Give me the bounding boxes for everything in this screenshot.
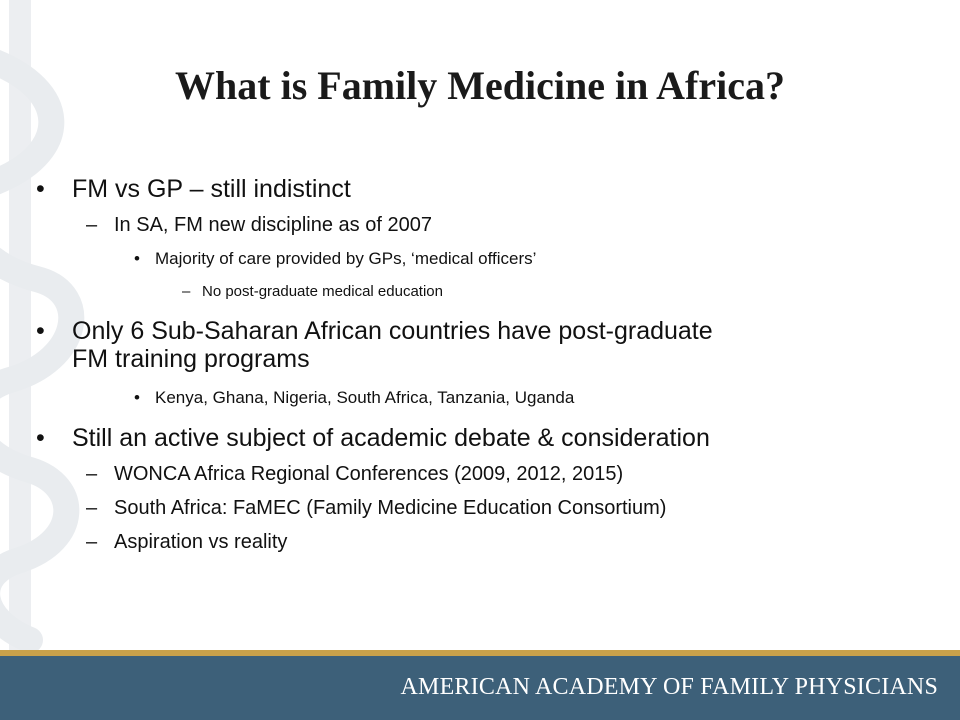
bullet-marker: – — [86, 214, 98, 236]
bullet-marker: • — [134, 388, 140, 407]
bullet-marker: – — [182, 283, 191, 300]
bullet-marker: • — [36, 424, 45, 452]
bullet-marker: • — [36, 175, 45, 203]
bullet-text-continuation: FM training programs — [72, 345, 310, 373]
slide-title: What is Family Medicine in Africa? — [175, 63, 785, 108]
bullet-text: FM vs GP – still indistinct — [72, 175, 351, 203]
bullet-text: Still an active subject of academic debate & consideration — [72, 424, 710, 452]
bullet-text: South Africa: FaMEC (Family Medicine Education Consortium) — [114, 497, 667, 519]
bullet-text: Only 6 Sub-Saharan African countries have post-graduate — [72, 317, 713, 345]
bullet-marker: – — [86, 463, 98, 485]
bullet-text: In SA, FM new discipline as of 2007 — [114, 214, 432, 236]
bullet-marker: • — [36, 317, 45, 345]
bullet-marker: • — [134, 249, 140, 268]
organization-name: AMERICAN ACADEMY OF FAMILY PHYSICIANS — [400, 674, 938, 700]
bullet-text: No post-graduate medical education — [202, 283, 443, 300]
footer-band — [0, 656, 960, 720]
bullet-text: Aspiration vs reality — [114, 531, 288, 553]
bullet-text: WONCA Africa Regional Conferences (2009, 2012, 2015) — [114, 463, 624, 485]
bullet-marker: – — [86, 497, 98, 519]
bullet-text: Majority of care provided by GPs, ‘medical officers’ — [155, 249, 537, 268]
bullet-text: Kenya, Ghana, Nigeria, South Africa, Tanzania, Uganda — [155, 388, 575, 407]
bullet-marker: – — [86, 531, 98, 553]
